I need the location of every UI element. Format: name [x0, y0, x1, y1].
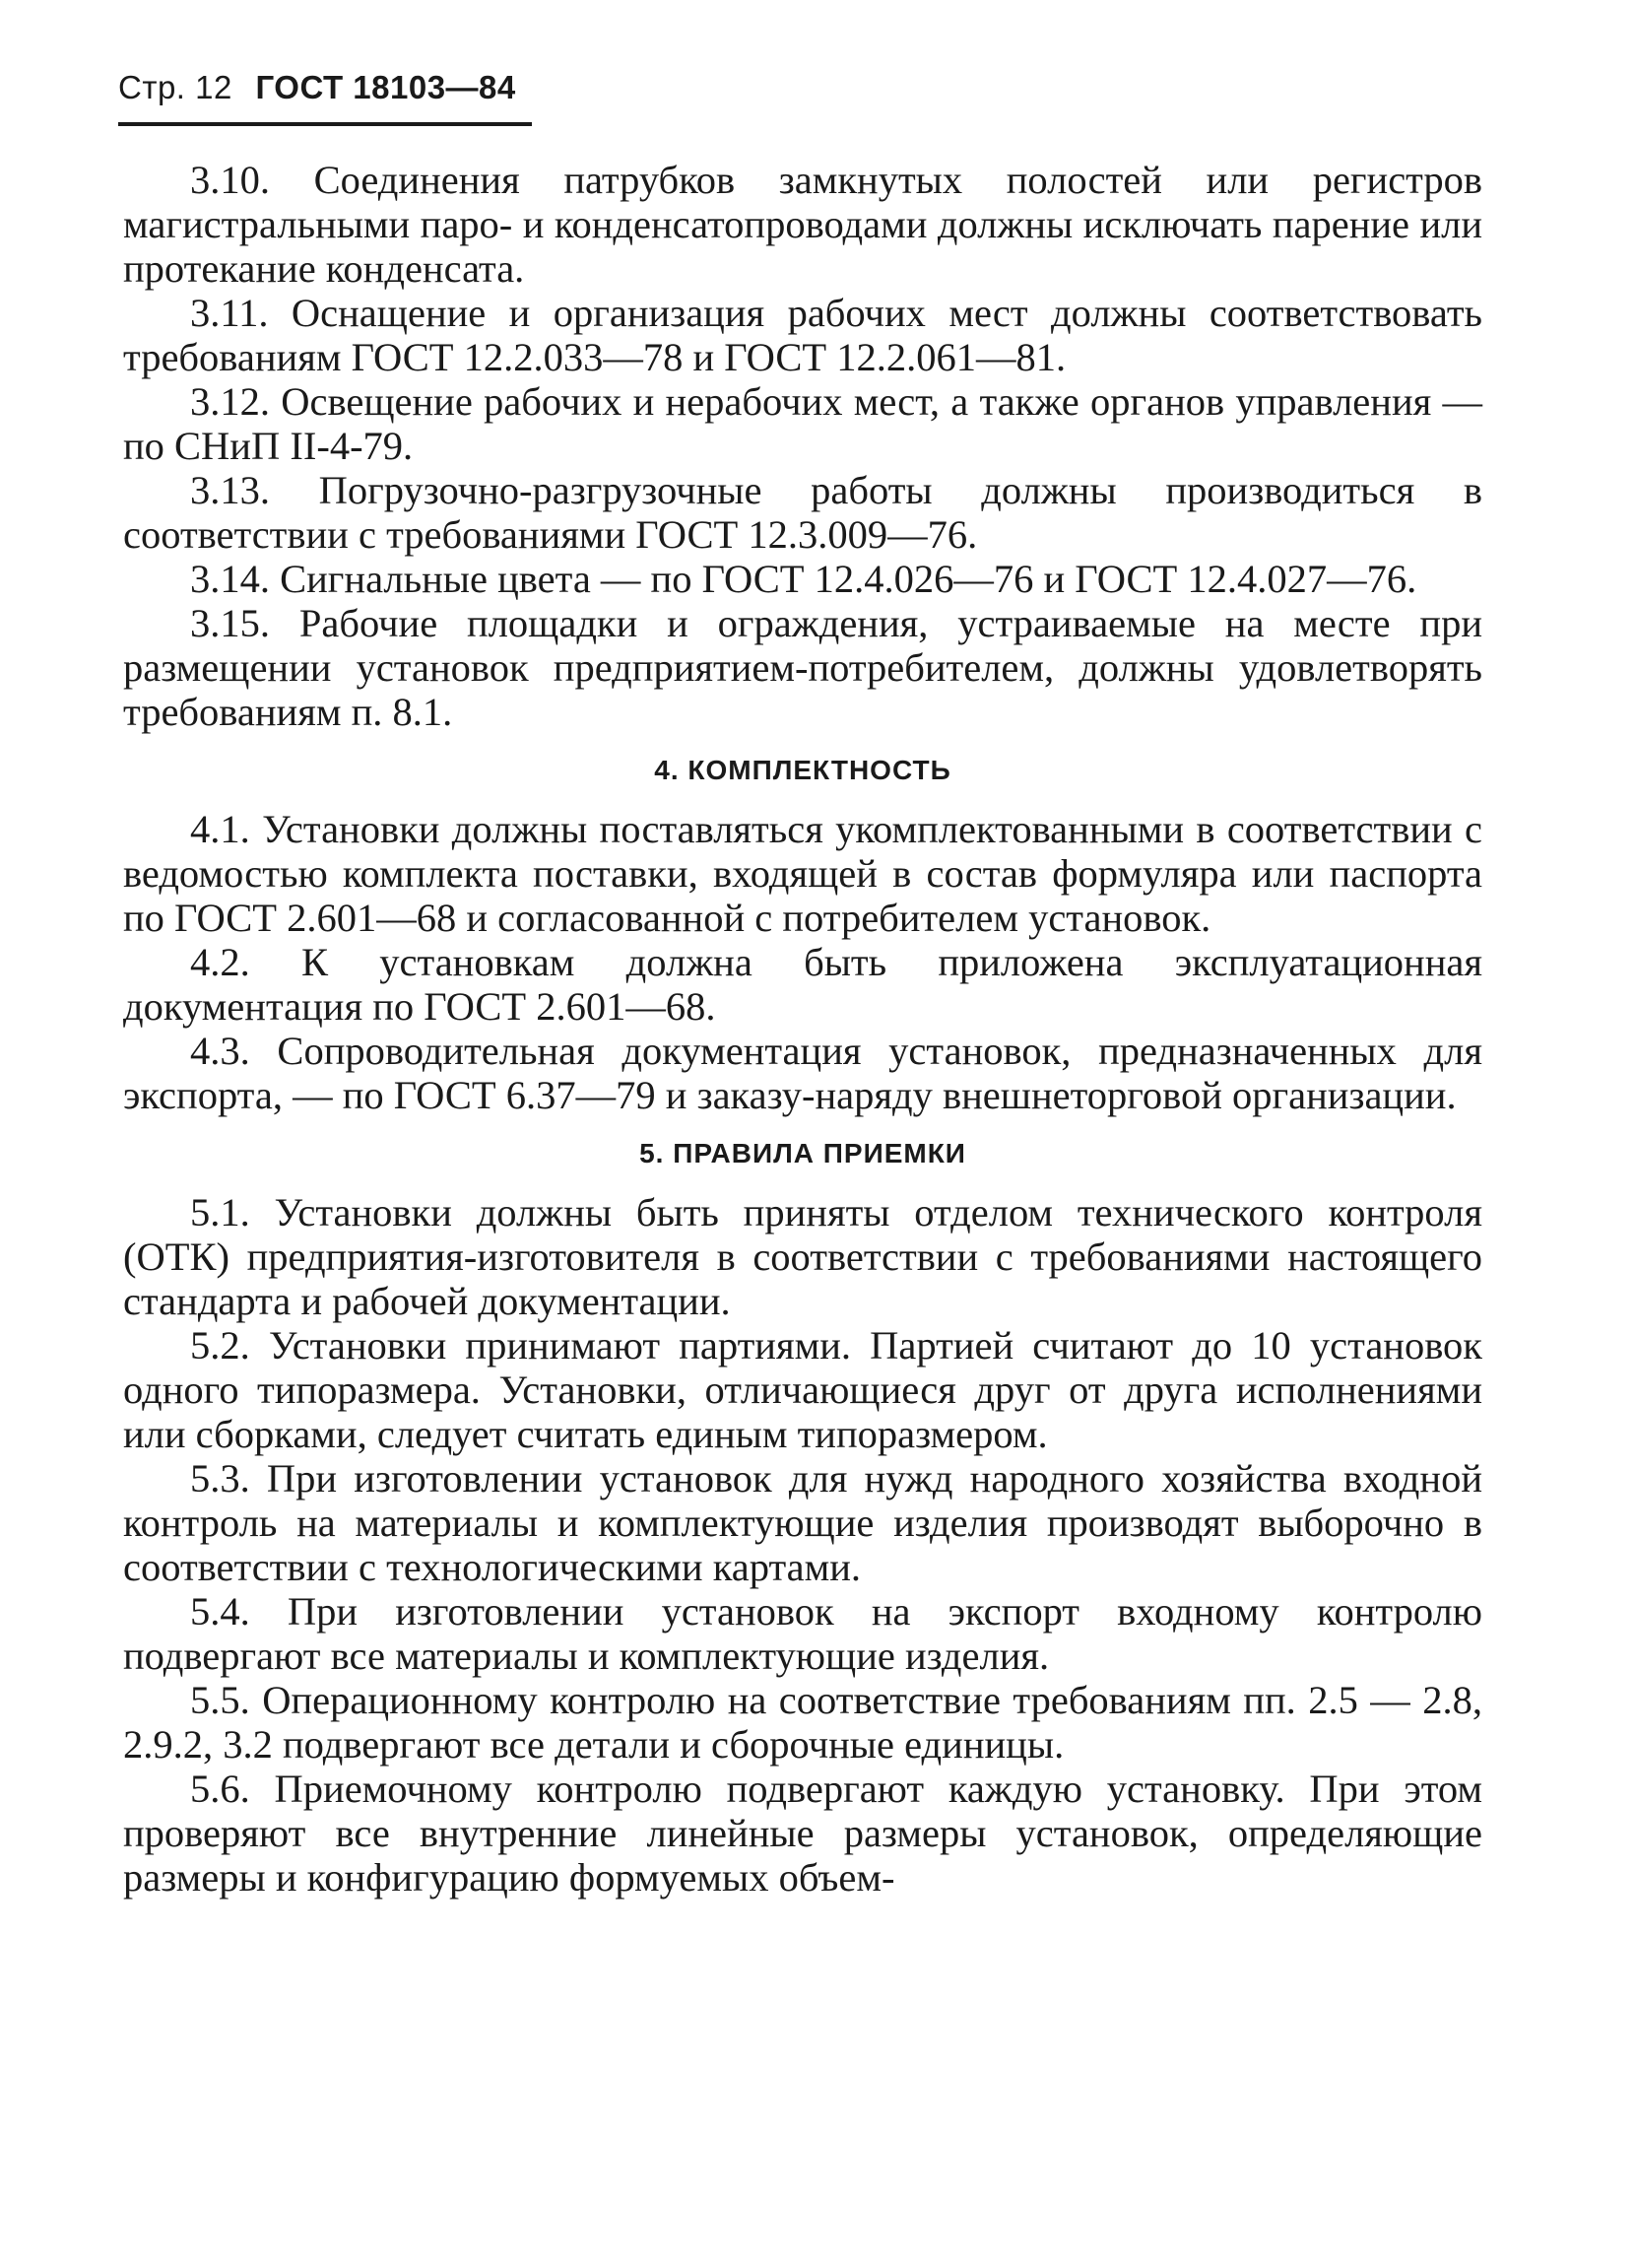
- document-body: [123, 158, 1482, 1900]
- paragraph-5-4: 5.4. При изготовлении установок на экспорт входному контролю подвергают все материалы и комплектующие изделия.: [123, 1589, 1482, 1678]
- page-number: Стр. 12: [118, 69, 232, 105]
- paragraph-4-3: 4.3. Сопроводительная документация установок, предназначенных для экспорта, — по ГОСТ 6.37—79 и заказу-наряду внешнеторговой организации.: [123, 1029, 1482, 1117]
- section-heading-completeness: 4. КОМПЛЕКТНОСТЬ: [654, 755, 951, 785]
- paragraph-5-1: 5.1. Установки должны быть приняты отделом технического контроля (ОТК) предприятия-изготовителя в соответствии с требованиями настоящего стандарта и рабочей документации.: [123, 1190, 1482, 1323]
- paragraph-3-11: 3.11. Оснащение и организация рабочих мест должны соответствовать требованиям ГОСТ 12.2.033—78 и ГОСТ 12.2.061—81.: [123, 291, 1482, 379]
- section-heading-acceptance-rules: 5. ПРАВИЛА ПРИЕМКИ: [639, 1138, 966, 1168]
- paragraph-5-5: 5.5. Операционному контролю на соответствие требованиям пп. 2.5 — 2.8, 2.9.2, 3.2 подвергают все детали и сборочные единицы.: [123, 1678, 1482, 1767]
- paragraph-4-1: 4.1. Установки должны поставляться укомплектованными в соответствии с ведомостью комплекта поставки, входящей в состав формуляра или паспорта по ГОСТ 2.601—68 и согласованной с потребителем установок.: [123, 807, 1482, 940]
- paragraph-3-15: 3.15. Рабочие площадки и ограждения, устраиваемые на месте при размещении установок предприятием-потребителем, должны удовлетворять требованиям п. 8.1.: [123, 601, 1482, 734]
- header-rule: [118, 122, 532, 126]
- paragraph-5-3: 5.3. При изготовлении установок для нужд народного хозяйства входной контроль на материалы и комплектующие изделия производят выборочно в соответствии с технологическими картами.: [123, 1456, 1482, 1589]
- paragraph-3-13: 3.13. Погрузочно-разгрузочные работы должны производиться в соответствии с требованиями ГОСТ 12.3.009—76.: [123, 468, 1482, 557]
- paragraph-3-12: 3.12. Освещение рабочих и нерабочих мест, а также органов управления — по СНиП II-4-79.: [123, 379, 1482, 468]
- standard-code: ГОСТ 18103—84: [255, 69, 516, 105]
- paragraph-5-6: 5.6. Приемочному контролю подвергают каждую установку. При этом проверяют все внутренние линейные размеры установок, определяющие размеры и конфигурацию формуемых объем-: [123, 1767, 1482, 1900]
- paragraph-5-2: 5.2. Установки принимают партиями. Партией считают до 10 установок одного типоразмера. Установки, отличающиеся друг от друга исполнениями или сборками, следует считать единым типоразмером.: [123, 1323, 1482, 1456]
- paragraph-3-14: 3.14. Сигнальные цвета — по ГОСТ 12.4.026—76 и ГОСТ 12.4.027—76.: [190, 557, 1417, 601]
- page-header: [118, 69, 532, 106]
- paragraph-4-2: 4.2. К установкам должна быть приложена эксплуатационная документация по ГОСТ 2.601—68.: [123, 940, 1482, 1029]
- paragraph-3-10: 3.10. Соединения патрубков замкнутых полостей или регистров магистральными паро- и конденсатопроводами должны исключать парение или протекание конденсата.: [123, 158, 1482, 291]
